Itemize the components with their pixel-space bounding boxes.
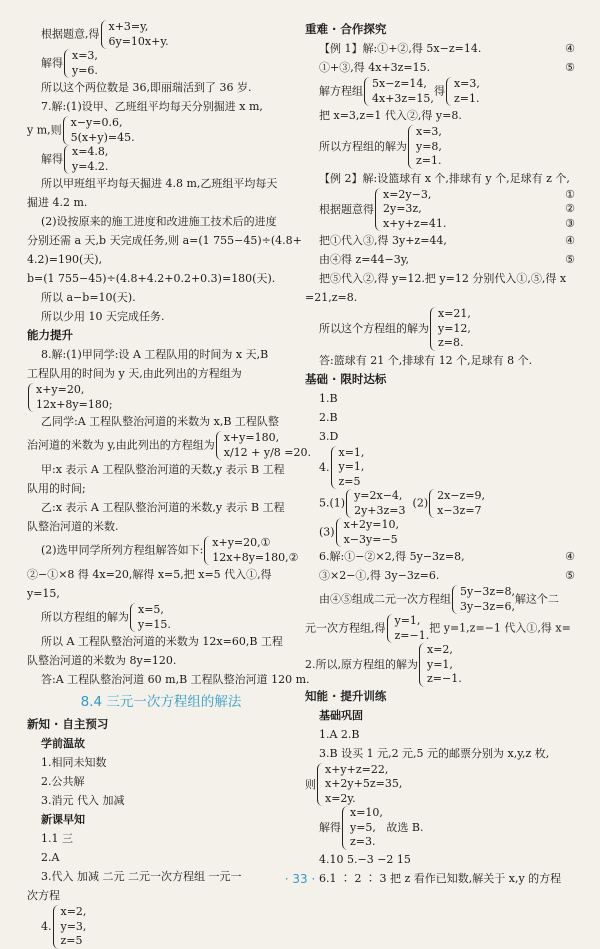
text-line: 根据题意,得 x+3=y, 6y=10x+y. — [41, 20, 169, 48]
subheading: 基础 · 限时达标 — [305, 371, 387, 386]
text-line: 所以这个两位数是 36,即丽瑞活到了 36 岁. — [41, 81, 252, 94]
section-title: 8.4 三元一次方程组的解法 — [80, 694, 242, 710]
text-line: 所以方程组的解为 x=5, y=15. — [41, 603, 171, 631]
text-line: 3.消元 代入 加减 — [41, 794, 125, 807]
text-line: 甲:x 表示 A 工程队整治河道的天数,y 表示 B 工程 — [41, 463, 285, 476]
text-line: 把 x=3,z=1 代入②,得 y=8. — [319, 109, 462, 122]
text-line: 把⑤代入②,得 y=12.把 y=12 分别代入①,⑤,得 x — [319, 272, 567, 285]
text-line: (2)设按原来的施工进度和改进施工技术后的进度 — [41, 215, 277, 228]
text-line: 1.1 三 — [41, 832, 73, 845]
text-line: (3) x+2y=10, x−3y=−5 — [319, 518, 399, 546]
subheading: 知能 · 提升训练 — [305, 688, 387, 703]
text-line: 由④⑤组成二元一次方程组 5y−3z=8, 3y−3z=6, 解这个二 — [319, 585, 559, 613]
text-line: ②−①×8 得 4x=20,解得 x=5,把 x=5 代入①,得 — [27, 568, 272, 581]
text-line: 3.代入 加减 二元 二元一次方程组 一元一 — [41, 870, 242, 883]
text-line: 7.解:(1)设甲、乙班组平均每天分别掘进 x m, — [41, 100, 263, 113]
text-line: 次方程 — [27, 889, 60, 902]
text-line: 所以 a−b=10(天). — [41, 291, 136, 304]
text-line: b=(1 755−45)÷(4.8+4.2+0.2+0.3)=180(天). — [27, 272, 276, 285]
text-line: 乙同学:A 工程队整治河道的米数为 x,B 工程队整 — [41, 415, 279, 428]
text-line: 答:篮球有 21 个,排球有 12 个,足球有 8 个. — [319, 353, 533, 367]
text-line: y m,则 x−y=0.6, 5(x+y)=45. — [27, 116, 135, 144]
text-line: 3.D — [319, 429, 339, 443]
text-line: (2)选甲同学所列方程组解答如下: x+y=20,① 12x+8y=180,② — [41, 536, 299, 564]
subheading: 基础巩固 — [319, 708, 363, 722]
text-line: 把①代入③,得 3y+z=44, ④ — [319, 234, 575, 247]
text-line: 5.(1) y=2x−4, 2y+3z=3 (2) 2x−z=9, x−3z=7 — [319, 489, 486, 517]
text-line: 1.B — [319, 391, 338, 405]
text-line: 所以 A 工程队整治河道的米数为 12x=60,B 工程 — [41, 635, 283, 648]
text-line: 2.所以,原方程组的解为 x=2, y=1, z=−1. — [305, 643, 462, 685]
text-line: ①+③,得 4x+3z=15. ⑤ — [319, 61, 575, 74]
text-line: 所以甲班组平均每天掘进 4.8 m,乙班组平均每天 — [41, 177, 278, 190]
text-line: 根据题意得 x=2y−3, 2y=3z, x+y+z=41. ① ② ③ — [319, 187, 575, 230]
text-line: 解得 x=3, y=6. — [41, 49, 98, 77]
text-line: 1.A 2.B — [319, 727, 360, 741]
text-line: 队用的时间; — [27, 482, 86, 495]
subheading: 重难 · 合作探究 — [305, 22, 387, 36]
text-line: ③×2−①,得 3y−3z=6. ⑤ — [319, 569, 575, 582]
subheading: 学前温故 — [41, 737, 85, 750]
text-line: 4.2)=190(天), — [27, 253, 103, 266]
text-line: 2.A — [41, 851, 60, 864]
text-line: 解得 x=10, y=5, z=3. 故选 B. — [319, 806, 424, 848]
text-line: 工程队用的时间为 y 天,由此列出的方程组为 — [27, 367, 242, 380]
subheading: 能力提升 — [27, 328, 73, 342]
text-line: 6.1 ∶ 2 ∶ 3 把 z 看作已知数,解关于 x,y 的方程 — [319, 871, 562, 885]
subheading: 新知 · 自主预习 — [27, 717, 109, 731]
text-line: 队整治河道的米数为 8y=120. — [27, 654, 177, 667]
page-number: · 33 · — [284, 872, 316, 886]
right-column — [305, 20, 575, 888]
text-line: 【例 1】解:①+②,得 5x−z=14. ④ — [319, 42, 575, 55]
text-line: 队整治河道的米数. — [27, 520, 119, 533]
text-line: 3.B 设买 1 元,2 元,5 元的邮票分别为 x,y,z 枚, — [319, 746, 550, 760]
text-line: 分别还需 a 天,b 天完成任务,则 a=(1 755−45)÷(4.8+ — [27, 234, 302, 247]
text-line: 【例 2】解:设篮球有 x 个,排球有 y 个,足球有 z 个, — [319, 171, 570, 185]
text-line: 则 x+y+z=22, x+2y+5z=35, x=2y. — [305, 762, 403, 805]
text-line: 由④得 z=44−3y, ⑤ — [319, 253, 575, 266]
text-line: 6.解:①−②×2,得 5y−3z=8, ④ — [319, 550, 575, 563]
text-line: 解得 x=4.8, y=4.2. — [41, 145, 109, 173]
text-line: x+y=20, 12x+8y=180; — [27, 383, 295, 412]
text-line: 2.B — [319, 410, 338, 424]
text-line: 所以方程组的解为 x=3, y=8, z=1. — [319, 125, 442, 167]
subheading: 新课早知 — [41, 813, 85, 826]
text-line: 2.公共解 — [41, 775, 85, 788]
text-line: 解方程组 5x−z=14, 4x+3z=15, 得 x=3, z=1. — [319, 77, 480, 105]
text-line: y=15, — [27, 587, 60, 600]
text-line: 元一次方程组,得 y=1, z=−1. 把 y=1,z=−1 代入①,得 x= — [305, 614, 571, 642]
text-line: 治河道的米数为 y,由此列出的方程组为 x+y=180, x/12 + y/8 =20. — [27, 431, 311, 459]
text-line: 乙:x 表示 A 工程队整治河道的米数,y 表示 B 工程 — [41, 501, 285, 514]
text-line: =21,z=8. — [305, 291, 358, 304]
text-line: 4. x=1, y=1, z=5 — [319, 445, 365, 488]
text-line: 4. x=2, y=3, z=5 — [41, 905, 87, 947]
text-line: 答:A 工程队整治河道 60 m,B 工程队整治河道 120 m. — [41, 673, 310, 686]
text-line: 1.相同未知数 — [41, 756, 107, 769]
text-line: 所以少用 10 天完成任务. — [41, 310, 165, 323]
text-line: 所以这个方程组的解为 x=21, y=12, z=8. — [319, 307, 471, 349]
text-line: 4.10 5.−3 −2 15 — [319, 852, 411, 866]
text-line: 8.解:(1)甲同学:设 A 工程队用的时间为 x 天,B — [41, 348, 269, 361]
text-line: 掘进 4.2 m. — [27, 196, 88, 209]
